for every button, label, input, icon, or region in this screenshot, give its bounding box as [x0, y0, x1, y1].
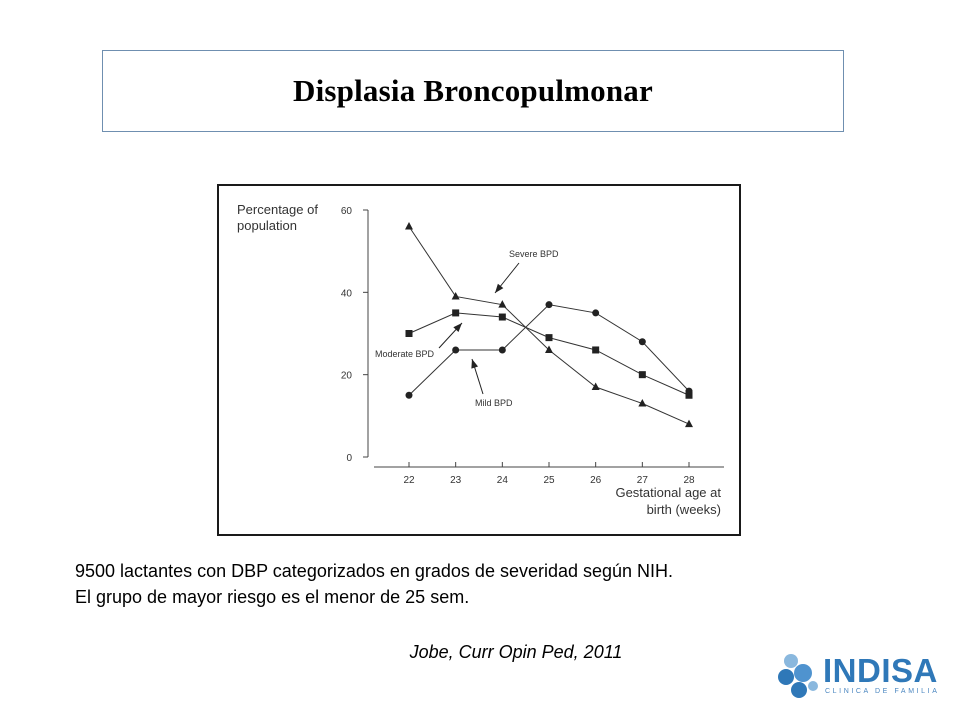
- y-tick-label: 60: [340, 206, 352, 217]
- mild-bpd-point: [406, 392, 413, 399]
- annotation-mild-bpd-arrow-head: [471, 359, 478, 369]
- mild-bpd-point: [686, 388, 693, 395]
- mild-bpd-point: [639, 338, 646, 345]
- caption: [75, 558, 673, 610]
- x-tick-label: 25: [543, 475, 555, 486]
- annotation-severe-bpd-arrow-head: [495, 284, 503, 293]
- indisa-wordmark: INDISA: [823, 652, 938, 689]
- annotation-moderate-bpd: Moderate BPD: [375, 349, 435, 359]
- caption-line-2: El grupo de mayor riesgo es el menor de 25 sem.: [75, 587, 470, 607]
- indisa-logo-icon: [777, 651, 821, 701]
- x-tick-label: 27: [636, 475, 648, 486]
- x-tick-label: 24: [496, 475, 508, 486]
- y-tick-label: 20: [340, 370, 352, 382]
- y-tick-label: 0: [346, 453, 352, 464]
- moderate-bpd-point: [546, 334, 553, 341]
- severe-bpd-point: [405, 222, 413, 230]
- annotation-mild-bpd: Mild BPD: [475, 398, 513, 408]
- bpd-line-chart: [219, 186, 739, 534]
- moderate-bpd-point: [499, 314, 506, 321]
- indisa-tagline: CLINICA DE FAMILIA: [825, 688, 940, 695]
- x-axis-label-line-1: Gestational age at: [615, 485, 721, 500]
- slide-title: Displasia Broncopulmonar: [293, 73, 653, 108]
- moderate-bpd-point: [592, 346, 599, 353]
- moderate-bpd-point: [452, 309, 459, 316]
- y-tick-label: 40: [340, 288, 352, 300]
- y-axis-label-line-2: population: [237, 218, 297, 233]
- mild-bpd-point: [546, 301, 553, 308]
- x-tick-label: 26: [590, 475, 602, 486]
- mild-bpd-point: [592, 309, 599, 316]
- mild-bpd-point: [499, 346, 506, 353]
- x-tick-label: 22: [403, 475, 415, 486]
- chart-frame: [217, 184, 741, 536]
- y-axis-label-line-1: Percentage of: [237, 202, 318, 217]
- mild-bpd-point: [452, 346, 459, 353]
- indisa-logo: [777, 651, 940, 701]
- x-tick-label: 23: [450, 475, 462, 486]
- citation: Jobe, Curr Opin Ped, 2011: [409, 642, 623, 662]
- title-box: [102, 50, 844, 132]
- x-tick-label: 28: [683, 475, 695, 486]
- moderate-bpd-point: [406, 330, 413, 337]
- caption-line-1: 9500 lactantes con DBP categorizados en grados de severidad según NIH.: [75, 561, 674, 581]
- moderate-bpd-point: [639, 371, 646, 378]
- x-axis-label-line-2: birth (weeks): [646, 502, 721, 517]
- annotation-severe-bpd: Severe BPD: [509, 249, 559, 259]
- severe-bpd-point: [592, 383, 600, 391]
